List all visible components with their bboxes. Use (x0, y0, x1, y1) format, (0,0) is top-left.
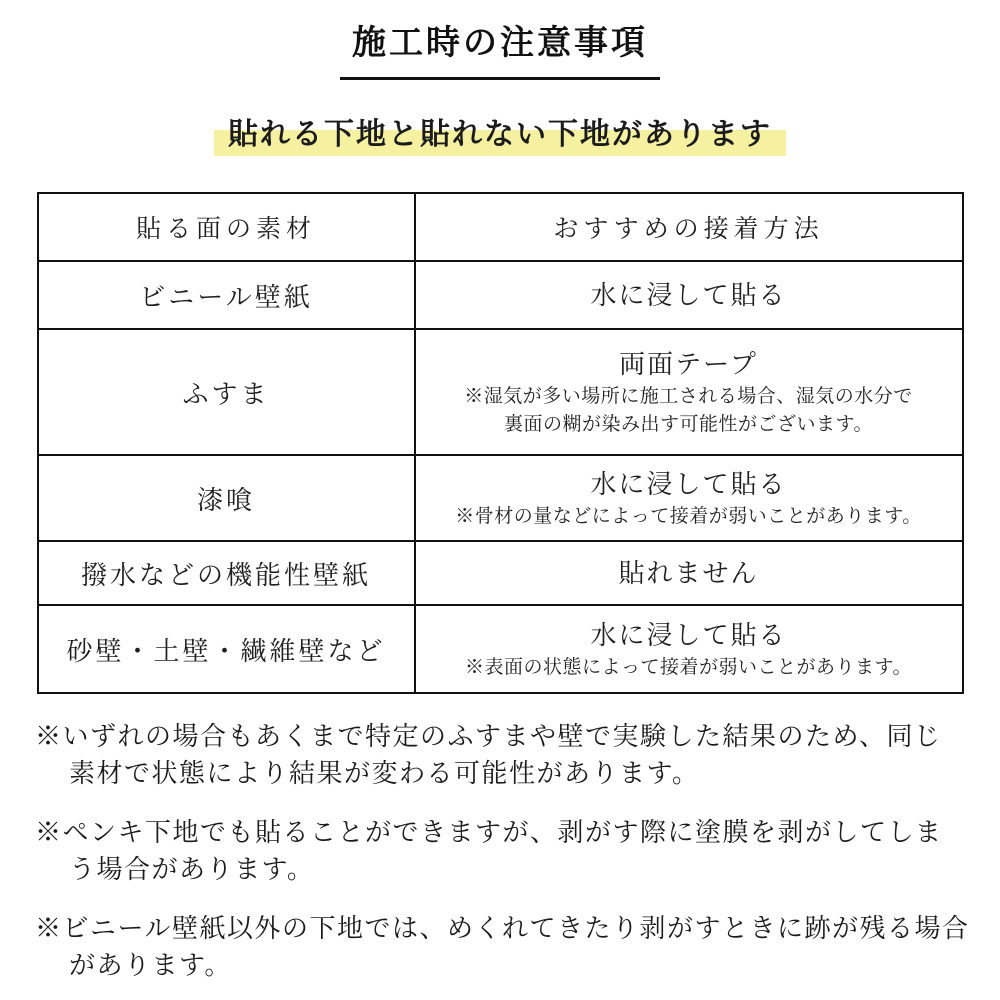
table-header-row (38, 193, 963, 261)
material-cell: ビニール壁紙 (38, 261, 415, 329)
footnote-line: 素材で状態により結果が変わる可能性があります。 (69, 758, 700, 789)
table-row-plaster (38, 455, 963, 541)
method-note-line: ※湿気が多い場所に施工される場合、湿気の水分で (464, 385, 913, 407)
column-header-method: おすすめの接着方法 (415, 193, 963, 261)
material-cell: 漆喰 (38, 455, 415, 541)
method-text: 水に浸して貼る (590, 619, 787, 650)
title-row (0, 20, 1000, 80)
table-row-functional-wallpaper (38, 541, 963, 605)
substrate-adhesion-table (37, 192, 964, 694)
method-cell (415, 329, 963, 455)
footnote-line: ※ビニール壁紙以外の下地では、めくれてきたり剥がすときに跡が残る場合 (35, 913, 970, 944)
table-row-vinyl-wallpaper (38, 261, 963, 329)
footnote-line: う場合があります。 (69, 854, 315, 885)
footnote-general-result (35, 718, 970, 792)
subtitle-row (0, 113, 1000, 157)
method-note (422, 654, 956, 682)
method-cell (415, 261, 963, 329)
highlighted-subtitle: 貼れる下地と貼れない下地があります (214, 113, 786, 157)
method-text: 水に浸して貼る (590, 468, 787, 499)
footnote-line: ※いずれの場合もあくまで特定のふすまや壁で実験した結果のため、同じ (35, 721, 942, 752)
page-title: 施工時の注意事項 (340, 20, 660, 80)
method-cell (415, 605, 963, 693)
method-cell (415, 455, 963, 541)
footnote-paint-substrate (35, 814, 970, 888)
method-text: 貼れません (618, 558, 759, 589)
method-text: 両面テープ (619, 348, 758, 379)
footnote-line: ※ペンキ下地でも貼ることができますが、剥がす際に塗膜を剥がしてしま (35, 817, 943, 848)
method-note-line: ※骨材の量などによって接着が弱いことがあります。 (455, 505, 922, 527)
table-row-fusuma (38, 329, 963, 455)
table-row-sand-wall (38, 605, 963, 693)
footnotes-section (35, 718, 970, 984)
material-cell: ふすま (38, 329, 415, 455)
column-header-material: 貼る面の素材 (38, 193, 415, 261)
method-text: 水に浸して貼る (590, 280, 787, 311)
method-note (422, 503, 956, 531)
method-note-line: ※表面の状態によって接着が弱いことがあります。 (465, 656, 912, 678)
footnote-non-vinyl-substrate (35, 910, 970, 984)
method-note-line: 裏面の糊が染み出す可能性がございます。 (504, 413, 873, 435)
method-cell (415, 541, 963, 605)
footnote-line: があります。 (69, 950, 232, 981)
material-cell: 砂壁・土壁・繊維壁など (38, 605, 415, 693)
material-cell: 撥水などの機能性壁紙 (38, 541, 415, 605)
method-note (422, 383, 956, 439)
